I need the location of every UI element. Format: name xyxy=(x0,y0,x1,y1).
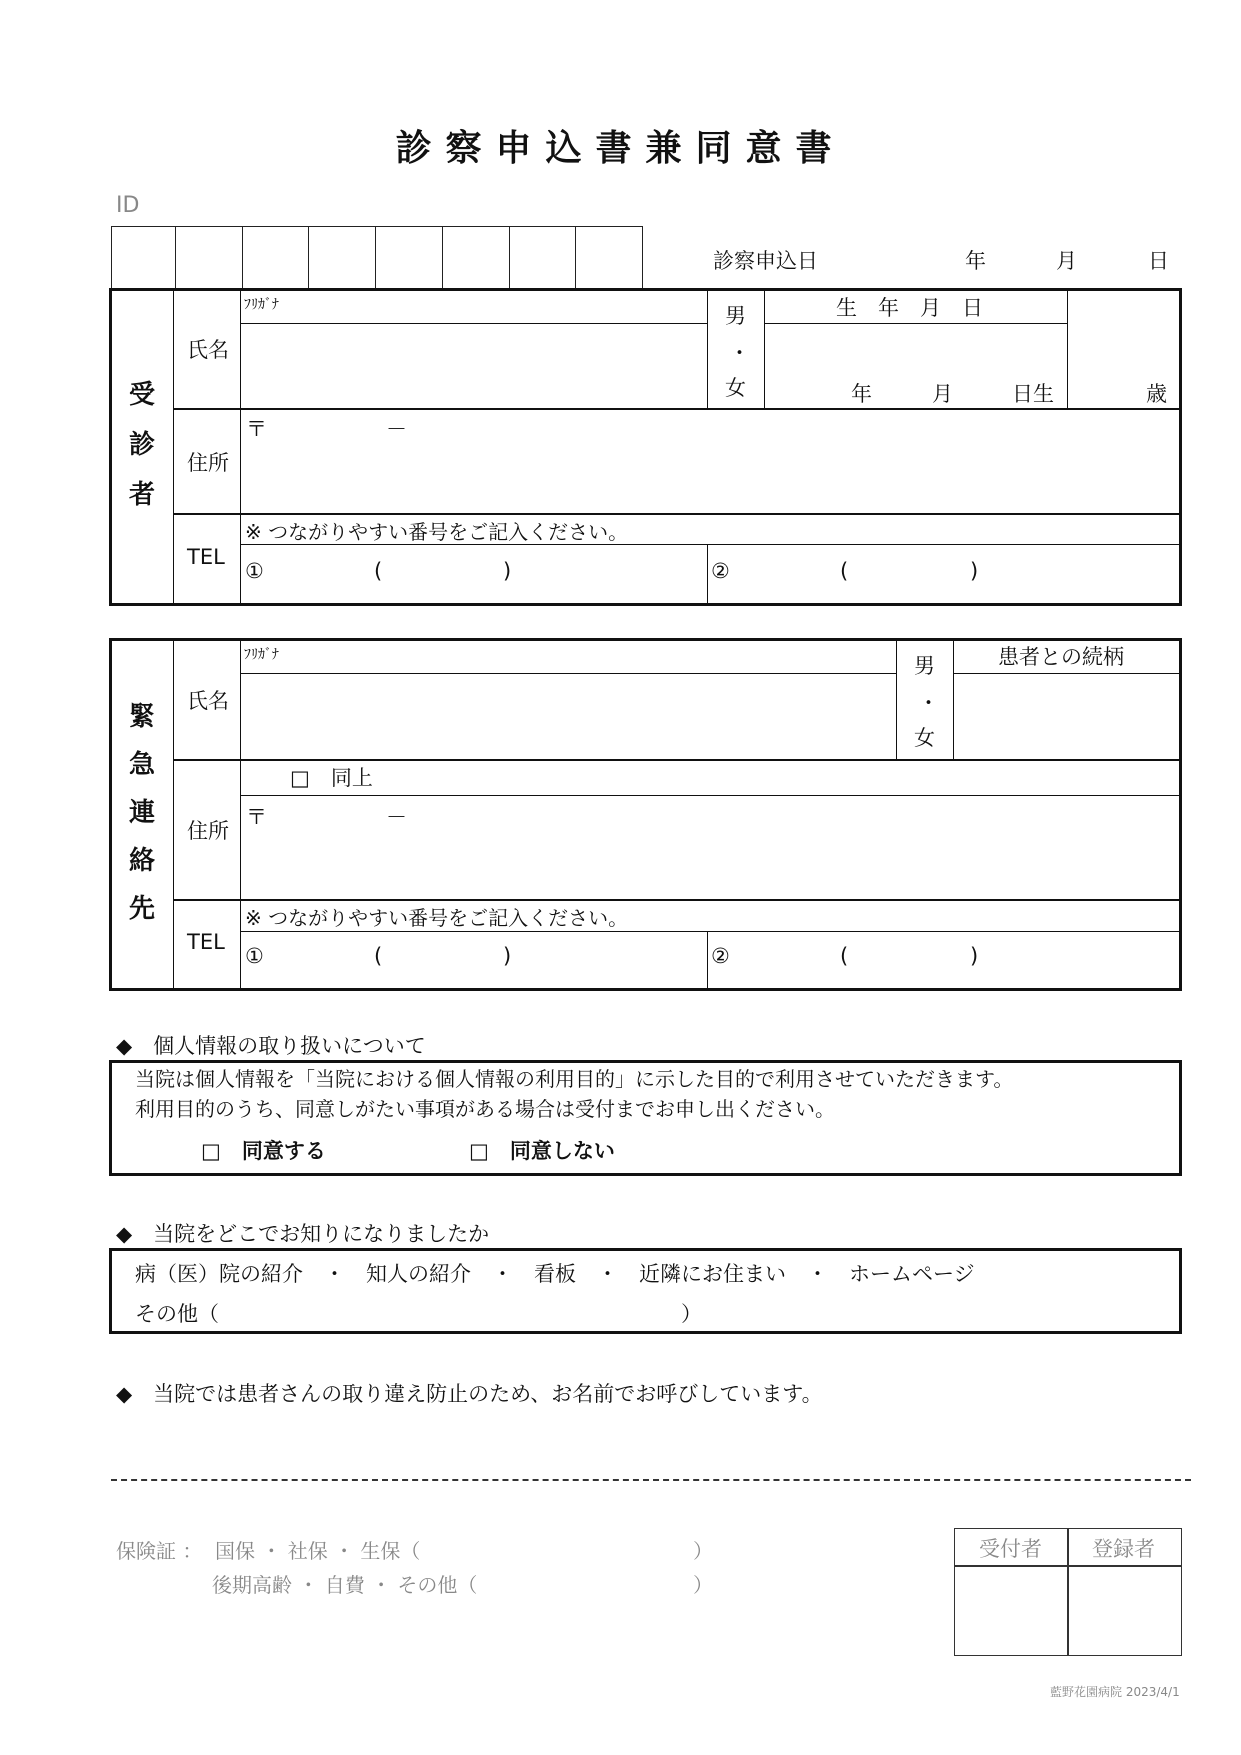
emergency-section-label: 緊 急 連 絡 先 xyxy=(128,702,155,924)
birth-month-label: 月 xyxy=(932,382,953,406)
referral-other-field[interactable] xyxy=(230,1296,680,1326)
emergency-furigana-field[interactable] xyxy=(241,640,896,673)
patient-tel-label: TEL xyxy=(187,545,225,569)
emergency-tel-note: ※ つながりやすい番号をご記入ください。 xyxy=(245,906,629,930)
emergency-tel2-paren-close: ) xyxy=(970,944,979,968)
id-label: ID xyxy=(116,193,140,218)
emergency-tel2-mark: ② xyxy=(711,944,730,968)
patient-section-label: 受 診 者 xyxy=(128,380,155,510)
referral-other-close: ） xyxy=(681,1302,702,1326)
patient-tel1-paren-open: ( xyxy=(374,559,383,583)
patient-furigana-field[interactable] xyxy=(241,290,707,323)
referral-options[interactable]: 病（医）院の紹介 ・ 知人の紹介 ・ 看板 ・ 近隣にお住まい ・ ホームページ xyxy=(135,1262,975,1286)
patient-tel1-paren-close: ) xyxy=(503,559,512,583)
insurance-line2-close: ） xyxy=(693,1573,713,1597)
id-cell[interactable] xyxy=(576,227,642,289)
privacy-heading: ◆ 個人情報の取り扱いについて xyxy=(116,1034,426,1058)
emergency-sex-male[interactable]: 男 xyxy=(914,654,935,678)
patient-name-field[interactable] xyxy=(241,324,707,408)
application-date-label: 診察申込日 xyxy=(713,249,818,273)
patient-postal-mark: 〒 xyxy=(246,417,267,441)
emergency-tel1-paren-open: ( xyxy=(374,944,383,968)
notice-text: ◆ 当院では患者さんの取り違え防止のため、お名前でお呼びしています。 xyxy=(116,1382,823,1406)
emergency-tel1-field[interactable] xyxy=(241,932,707,989)
cut-line xyxy=(111,1479,1191,1481)
patient-name-label: 氏名 xyxy=(187,338,229,362)
birthdate-header: 生 年 月 日 xyxy=(836,296,983,320)
patient-tel1-field[interactable] xyxy=(241,545,707,604)
patient-furigana-label: ﾌﾘｶﾞﾅ xyxy=(244,297,279,313)
insurance-line1[interactable]: 国保 ・ 社保 ・ 生保（ xyxy=(215,1539,421,1563)
id-input-grid[interactable] xyxy=(111,226,643,290)
emergency-postal-mark: 〒 xyxy=(246,805,267,829)
registrar-label: 登録者 xyxy=(1092,1537,1155,1561)
insurance-label: 保険証 ： xyxy=(116,1539,203,1563)
receptionist-stamp-field[interactable] xyxy=(956,1567,1066,1654)
patient-tel2-paren-open: ( xyxy=(840,559,849,583)
emergency-sex-separator: ・ xyxy=(918,691,939,715)
emergency-tel2-paren-open: ( xyxy=(840,944,849,968)
registrar-stamp-field[interactable] xyxy=(1069,1567,1180,1654)
id-cell[interactable] xyxy=(376,227,443,289)
emergency-postal-dash: － xyxy=(386,805,407,829)
patient-tel1-mark: ① xyxy=(245,559,264,583)
privacy-text-line1: 当院は個人情報を「当院における個人情報の利用目的」に示した目的で利用させていただきます。 xyxy=(135,1067,1014,1091)
emergency-name-label: 氏名 xyxy=(187,689,229,713)
application-year-label: 年 xyxy=(965,249,986,273)
emergency-name-field[interactable] xyxy=(241,674,896,759)
relation-field[interactable] xyxy=(954,674,1180,759)
patient-sex-female[interactable]: 女 xyxy=(725,376,746,400)
patient-address-label: 住所 xyxy=(187,451,229,475)
patient-tel2-paren-close: ) xyxy=(970,559,979,583)
application-month-label: 月 xyxy=(1056,249,1077,273)
emergency-address-field[interactable] xyxy=(241,796,1180,899)
id-cell[interactable] xyxy=(243,227,310,289)
emergency-sex-female[interactable]: 女 xyxy=(914,726,935,750)
patient-tel-note: ※ つながりやすい番号をご記入ください。 xyxy=(245,520,629,544)
age-label: 歳 xyxy=(1146,382,1167,406)
patient-address-field[interactable] xyxy=(241,410,1180,513)
emergency-furigana-label: ﾌﾘｶﾞﾅ xyxy=(244,647,279,663)
agree-checkbox[interactable]: □ 同意する xyxy=(201,1139,326,1163)
referral-other-open: その他（ xyxy=(135,1302,219,1326)
birth-year-label: 年 xyxy=(851,382,872,406)
insurance-line1-close: ） xyxy=(693,1539,713,1563)
insurance-line2[interactable]: 後期高齢 ・ 自費 ・ その他（ xyxy=(212,1573,478,1597)
page-title: 診察申込書兼同意書 xyxy=(395,128,846,169)
patient-sex-separator: ・ xyxy=(729,341,750,365)
same-as-above-checkbox[interactable]: □ 同上 xyxy=(290,766,373,790)
id-cell[interactable] xyxy=(176,227,243,289)
id-cell[interactable] xyxy=(112,227,176,289)
application-day-label: 日 xyxy=(1148,249,1169,273)
id-cell[interactable] xyxy=(443,227,510,289)
emergency-tel1-mark: ① xyxy=(245,944,264,968)
emergency-address-label: 住所 xyxy=(187,819,229,843)
id-cell[interactable] xyxy=(309,227,376,289)
relation-label: 患者との続柄 xyxy=(998,645,1124,669)
patient-tel2-mark: ② xyxy=(711,559,730,583)
patient-sex-male[interactable]: 男 xyxy=(725,304,746,328)
id-cell[interactable] xyxy=(510,227,577,289)
birth-day-label: 日生 xyxy=(1012,382,1054,406)
referral-heading: ◆ 当院をどこでお知りになりましたか xyxy=(116,1222,490,1246)
disagree-checkbox[interactable]: □ 同意しない xyxy=(469,1139,615,1163)
footer-text: 藍野花園病院 2023/4/1 xyxy=(1050,1685,1180,1699)
emergency-tel-label: TEL xyxy=(187,930,225,954)
receptionist-label: 受付者 xyxy=(979,1537,1042,1561)
emergency-tel1-paren-close: ) xyxy=(503,944,512,968)
emergency-tel2-field[interactable] xyxy=(708,932,1180,989)
patient-tel2-field[interactable] xyxy=(708,545,1180,604)
patient-postal-dash: － xyxy=(386,417,407,441)
privacy-text-line2: 利用目的のうち、同意しがたい事項がある場合は受付までお申し出ください。 xyxy=(135,1097,835,1121)
